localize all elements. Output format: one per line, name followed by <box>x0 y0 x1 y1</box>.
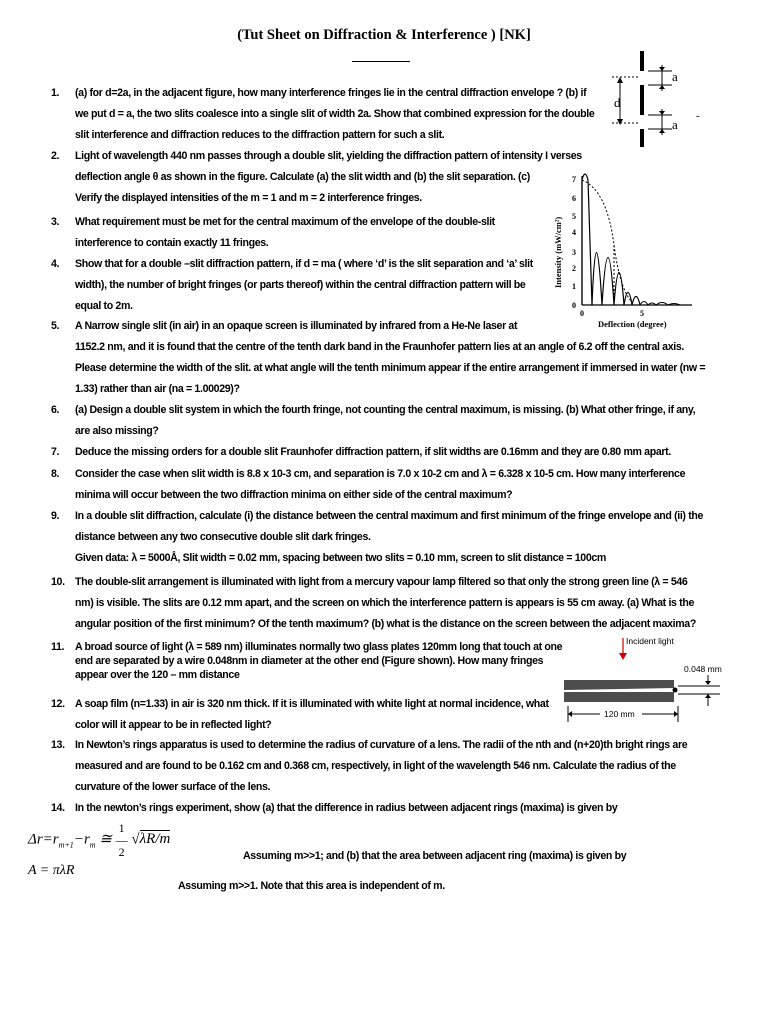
question-line: Given data: λ = 5000Å, Slit width = 0.02 mm, spacing between two slits = 0.10 mm, screen to slit distance = 100cm <box>75 552 606 564</box>
question-7 <box>51 442 671 463</box>
question-number: 8. <box>51 468 60 480</box>
question-14 <box>51 798 618 819</box>
question-number: 9. <box>51 510 60 522</box>
question-1 <box>51 83 595 146</box>
question-6 <box>51 400 696 442</box>
svg-text:0: 0 <box>580 309 584 318</box>
question-line: nm) is visible. The slits are 0.12 mm apart, and the screen on which the interference pattern is appears is 55 cm away. (a) What is the <box>75 597 695 609</box>
question-line: Light of wavelength 440 nm passes through a double slit, yielding the diffraction pattern of intensity I verses <box>75 150 582 162</box>
glass-plates-figure <box>560 632 730 722</box>
question-number: 6. <box>51 404 60 416</box>
double-slit-figure <box>612 45 702 155</box>
question-11 <box>51 640 563 682</box>
question-line: we put d = a, the two slits coalesce into a single slit of width 2a. Show that combined expression for the double <box>75 108 595 120</box>
label-d: d <box>614 95 621 110</box>
question-number: 14. <box>51 802 65 814</box>
question-line: curvature of the lower surface of the lens. <box>75 781 271 793</box>
question-line: equal to 2m. <box>75 300 133 312</box>
formula-delta-r: $\Delta r=r_{m+1}-r_m$ ≅ 1 ― 2 √λR/m <box>28 821 171 859</box>
question-number: 12. <box>51 698 65 710</box>
svg-text:7: 7 <box>572 175 576 184</box>
question-line: A soap film (n=1.33) in air is 320 nm thick. If it is illuminated with white light at normal incidence, what <box>75 698 549 710</box>
question-number: 5. <box>51 320 60 332</box>
label-a-top: a <box>672 69 678 84</box>
wire-diameter-label: 0.048 mm <box>684 664 722 674</box>
intensity-graph <box>552 170 702 330</box>
question-line: slit interference and diffraction reduces to the diffraction pattern for such a slit. <box>75 129 445 141</box>
question-number: 1. <box>51 87 60 99</box>
question-number: 4. <box>51 258 60 270</box>
question-number: 7. <box>51 446 60 458</box>
question-10 <box>51 572 696 635</box>
y-ticks <box>572 175 576 310</box>
question-3 <box>51 212 495 254</box>
question-line: angular position of the first minimum? Of the tenth maximum? (b) what is the distance on the screen between the adjacent maxima? <box>75 618 696 630</box>
question-line: In Newton’s rings apparatus is used to determine the radius of curvature of a lens. The radii of the nth and (n+20)th bright rings are <box>75 739 688 751</box>
question-line: Consider the case when slit width is 8.8 x 10-3 cm, and separation is 7.0 x 10-2 cm and λ = 6.328 x 10-5 cm. How many interference <box>75 468 686 480</box>
question-line: minima will occur between the two diffraction minima on either side of the central maximum? <box>75 489 513 501</box>
question-number: 3. <box>51 216 60 228</box>
question-2 <box>51 146 582 209</box>
question-9 <box>51 506 704 569</box>
question-line: Verify the displayed intensities of the m = 1 and m = 2 interference fringes. <box>75 192 422 204</box>
question-line: Show that for a double –slit diffraction pattern, if d = ma ( where ‘d’ is the slit separation and ‘a’ slit <box>75 258 533 270</box>
question-line: In a double slit diffraction, calculate (i) the distance between the central maximum and first minimum of the fringe envelope and (ii) the <box>75 510 704 522</box>
question-4 <box>51 254 533 317</box>
question-line: end are separated by a wire 0.048nm in diameter at the other end (Figure shown). How many fringes <box>75 655 544 667</box>
question-line: color will it appear to be in reflected light? <box>75 719 272 731</box>
question-line: width), the number of bright fringes (or parts thereof) within the central diffraction pattern will be <box>75 279 526 291</box>
question-line: What requirement must be met for the central maximum of the envelope of the double-slit <box>75 216 495 228</box>
deflection-axis-label: Deflection (degree) <box>598 319 667 329</box>
label-a-bottom: a <box>672 117 678 132</box>
question-line: The double-slit arrangement is illuminated with light from a mercury vapour lamp filtered so that only the strong green line (λ = 546 <box>75 576 688 588</box>
question-line: are also missing? <box>75 425 159 437</box>
question-line: 1.33) rather than air (na = 1.00029)? <box>75 383 240 395</box>
question-line: A broad source of light (λ = 589 nm) illuminates normally two glass plates 120mm long that touch at one <box>75 641 563 653</box>
intensity-axis-label: Intensity (mW/cm²) <box>553 216 563 288</box>
incident-light-label: Incident light <box>626 636 674 646</box>
svg-text:4: 4 <box>572 228 576 237</box>
svg-text:3: 3 <box>572 248 576 257</box>
svg-text:2: 2 <box>572 264 576 273</box>
svg-text:6: 6 <box>572 194 576 203</box>
page-title: (Tut Sheet on Diffraction & Interference ) [NK] <box>237 27 531 43</box>
svg-text:0: 0 <box>572 301 576 310</box>
question-number: 13. <box>51 739 65 751</box>
question-line: interference to contain exactly 11 fringes. <box>75 237 269 249</box>
question-line: In the newton’s rings experiment, show (a) that the difference in radius between adjacent rings (maxima) is given by <box>75 802 618 814</box>
title-underline <box>352 61 410 62</box>
plate-length-label: 120 mm <box>604 709 635 719</box>
svg-text:5: 5 <box>572 212 576 221</box>
question-number: 11. <box>51 641 65 653</box>
question-13 <box>51 735 688 798</box>
question-line: (a) Design a double slit system in which the fourth fringe, not counting the central maximum, is missing. (b) What other fringe, if any, <box>75 404 696 416</box>
question-line: Please determine the width of the slit. at what angle will the tenth minimum appear if the entire arrangement if immersed in water (nw = <box>75 362 706 374</box>
question-number: 10. <box>51 576 65 588</box>
question-line: A Narrow single slit (in air) in an opaque screen is illuminated by infrared from a He-Ne laser at <box>75 320 518 332</box>
question-line: appear over the 120 – mm distance <box>75 669 240 681</box>
question-line: 1152.2 nm, and it is found that the centre of the tenth dark band in the Fraunhofer pattern lies at an angle of 6.2 off the central axis. <box>75 341 684 353</box>
question-12 <box>51 694 549 736</box>
question-line: distance between any two consecutive double slit dark fringes. <box>75 531 371 543</box>
svg-text:5: 5 <box>640 309 644 318</box>
question-8 <box>51 464 686 506</box>
svg-text:1: 1 <box>572 282 576 291</box>
question-line: (a) for d=2a, in the adjacent figure, how many interference fringes lie in the central diffraction envelope ? (b) if <box>75 87 587 99</box>
question-number: 2. <box>51 150 60 162</box>
question-line: Deduce the missing orders for a double slit Fraunhofer diffraction pattern, if slit widths are 0.16mm and they are 0.80 mm apart. <box>75 446 671 458</box>
formula-area: A = πλR <box>28 863 75 878</box>
x-ticks <box>580 309 644 318</box>
question-line: deflection angle θ as shown in the figure. Calculate (a) the slit width and (b) the slit separation. (c) <box>75 171 530 183</box>
label-dash: - <box>696 110 700 122</box>
q14-line2: Assuming m>>1; and (b) that the area between adjacent ring (maxima) is given by <box>243 850 627 862</box>
q14-line3: Assuming m>>1. Note that this area is independent of m. <box>178 880 445 892</box>
question-line: measured and are found to be 0.162 cm and 0.368 cm, respectively, in light of the wavelength 546 nm. Calculate the radius of the <box>75 760 676 772</box>
